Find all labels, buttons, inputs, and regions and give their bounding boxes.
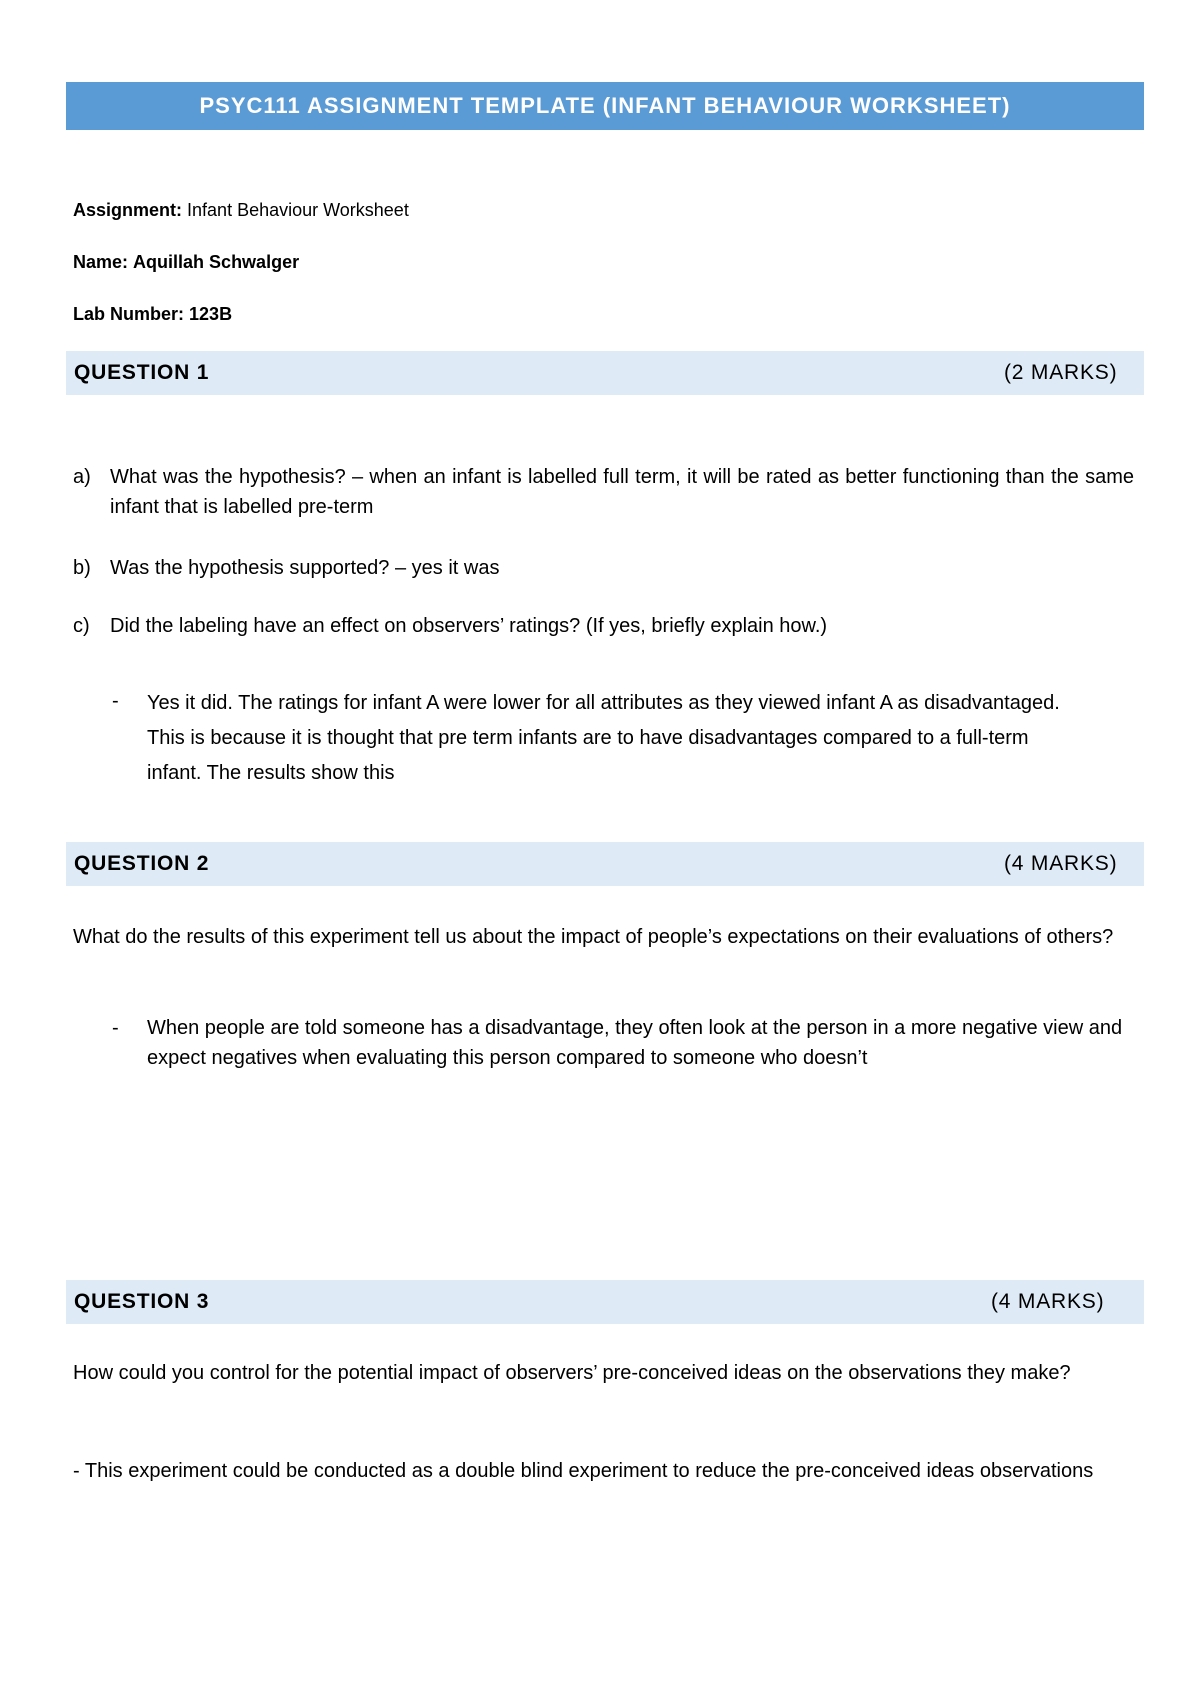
question-3-header <box>66 1280 1144 1324</box>
q1c-marker: c) <box>73 615 90 637</box>
q1-answer-text: Yes it did. The ratings for infant A were lower for all attributes as they viewed infant A as disadvantaged. This is because it is thought that pre term infants are to have disadvantages compared to a full-term infant. The results show this <box>147 692 1060 784</box>
question-2-header <box>66 842 1144 886</box>
q1a-marker: a) <box>73 466 91 488</box>
q1-answer-marker: - <box>112 690 119 712</box>
question-2-marks: (4 MARKS) <box>1004 852 1118 875</box>
q1a-text: What was the hypothesis? – when an infant is labelled full term, it will be rated as better functioning than the same infant that is labelled pre-term <box>110 466 1134 518</box>
assignment-value: Infant Behaviour Worksheet <box>187 200 409 220</box>
q1b-text: Was the hypothesis supported? – yes it was <box>110 557 500 579</box>
q1c-text: Did the labeling have an effect on observers’ ratings? (If yes, briefly explain how.) <box>110 615 828 637</box>
assignment-label: Assignment: <box>73 200 183 220</box>
question-3-title: QUESTION 3 <box>74 1290 210 1313</box>
q2-question-text: What do the results of this experiment tell us about the impact of people’s expectations on their evaluations of others? <box>73 926 1114 948</box>
question-3-marks: (4 MARKS) <box>991 1290 1105 1313</box>
q3-answer-text: - This experiment could be conducted as a double blind experiment to reduce the pre-conceived ideas observations <box>73 1460 1094 1482</box>
question-1-marks: (2 MARKS) <box>1004 361 1118 384</box>
question-2-title: QUESTION 2 <box>74 852 210 875</box>
q1b-marker: b) <box>73 557 91 579</box>
name-value: Aquillah Schwalger <box>133 252 300 272</box>
document-title: PSYC111 ASSIGNMENT TEMPLATE (INFANT BEHAVIOUR WORKSHEET) <box>66 82 1144 130</box>
lab-number-label: Lab Number: <box>73 304 185 324</box>
name-line <box>73 252 299 273</box>
lab-number-value: 123B <box>189 304 233 324</box>
name-label: Name: <box>73 252 129 272</box>
question-1-title: QUESTION 1 <box>74 361 210 384</box>
assignment-line <box>73 200 409 221</box>
q3-question-text: How could you control for the potential impact of observers’ pre-conceived ideas on the observations they make? <box>73 1362 1071 1384</box>
q2-answer-text: When people are told someone has a disadvantage, they often look at the person in a more negative view and expect negatives when evaluating this person compared to someone who doesn’t <box>147 1017 1123 1069</box>
lab-number-line <box>73 304 232 325</box>
q2-answer-marker: - <box>112 1017 119 1039</box>
question-1-header <box>66 351 1144 395</box>
